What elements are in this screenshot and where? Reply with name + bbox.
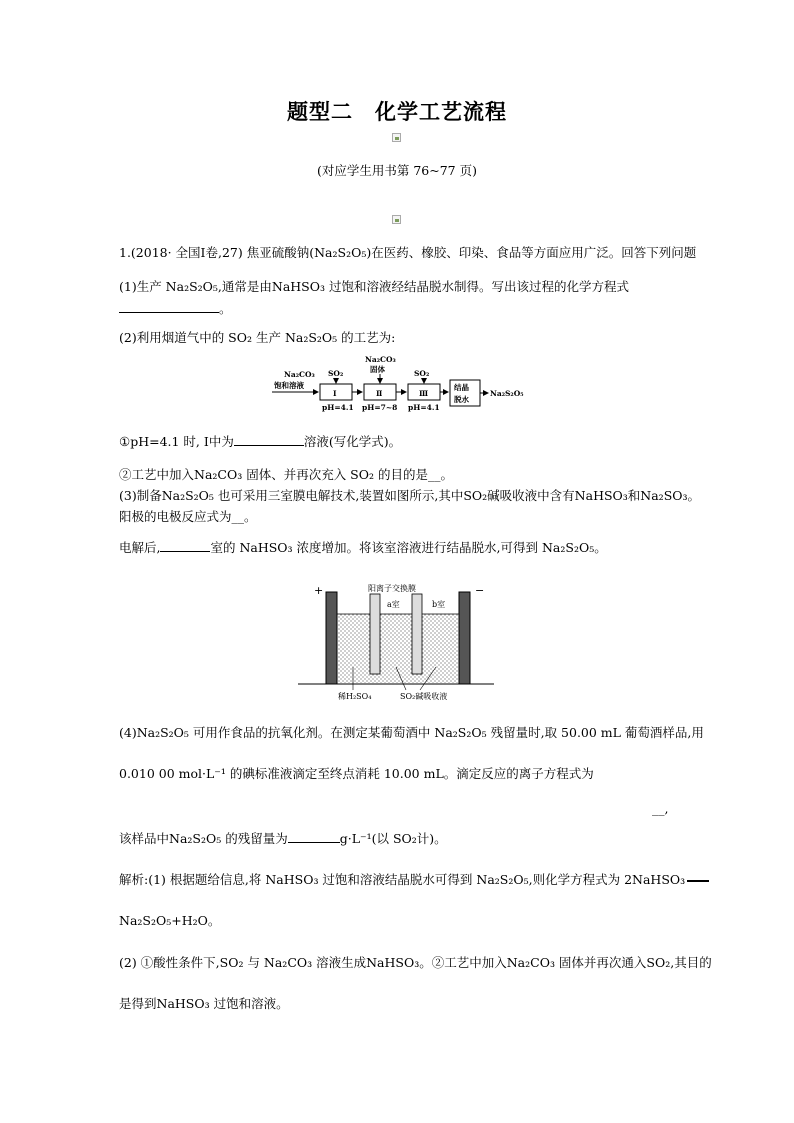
broken-image-icon xyxy=(392,133,401,142)
cathode-electrode xyxy=(459,592,470,684)
flow-ph-1: pH=4.1 xyxy=(322,403,354,412)
answer-line-1 xyxy=(119,299,232,317)
membrane-right xyxy=(412,594,422,674)
flow-start-top: Na₂CO₃ xyxy=(284,370,315,379)
question-3-b: 阳极的电极反应式为__。 xyxy=(119,509,257,524)
page-subtitle: (对应学生用书第 76~77 页) xyxy=(317,163,477,178)
flow-box-2-label: Ⅱ xyxy=(376,389,383,398)
question-4-b: 0.010 00 mol·L⁻¹ 的碘标准液滴定至终点消耗 10.00 mL。滴定反应的离子方程式为 xyxy=(119,766,594,781)
right-solution-label: SO₂碱吸收液 xyxy=(400,692,448,701)
answer-blank[interactable] xyxy=(119,300,219,313)
question-3-c: 电解后, 室的 NaHSO₃ 浓度增加。将该室溶液进行结晶脱水,可得到 Na₂S₂O₅。 xyxy=(119,540,607,555)
answer-blank[interactable] xyxy=(160,539,210,552)
flow-mid-top-1: Na₂CO₃ xyxy=(365,355,396,364)
room-a-label: a室 xyxy=(387,600,400,609)
question-2-2: ②工艺中加入Na₂CO₃ 固体、并再次充入 SO₂ 的目的是__。 xyxy=(119,467,453,482)
flow-final-1: 结晶 xyxy=(454,383,469,392)
membrane-left xyxy=(370,594,380,674)
flow-so2-3: SO₂ xyxy=(414,369,430,378)
solution-1-a: 解析:(1) 根据题给信息,将 NaHSO₃ 过饱和溶液结晶脱水可得到 Na₂S₂O₅,则化学方程式为 2NaHSO₃ xyxy=(119,870,709,888)
electrolysis-cell-diagram xyxy=(296,582,496,704)
solution-1-b: Na₂S₂O₅+H₂O。 xyxy=(119,913,221,928)
period: 。 xyxy=(219,301,232,316)
anode-plus-sign: + xyxy=(314,584,324,597)
question-intro: 1.(2018· 全国Ⅰ卷,27) 焦亚硫酸钠(Na₂S₂O₅)在医药、橡胶、印染、食品等方面应用广泛。回答下列问题 xyxy=(119,245,697,260)
solution-2-b: 是得到NaHSO₃ 过饱和溶液。 xyxy=(119,996,289,1011)
solution-2-a: (2) ①酸性条件下,SO₂ 与 Na₂CO₃ 溶液生成NaHSO₃。②工艺中加入Na₂CO₃ 固体并再次通入SO₂,其目的 xyxy=(119,955,712,970)
page-title: 题型二 化学工艺流程 xyxy=(287,100,507,124)
flow-box-3-label: Ⅲ xyxy=(419,389,429,398)
question-part-2: (2)利用烟道气中的 SO₂ 生产 Na₂S₂O₅ 的工艺为: xyxy=(119,330,396,345)
anode-electrode xyxy=(326,592,337,684)
flow-product: Na₂S₂O₅ xyxy=(490,389,524,398)
flow-start-bottom: 饱和溶液 xyxy=(274,381,304,390)
question-4-a: (4)Na₂S₂O₅ 可用作食品的抗氧化剂。在测定某葡萄酒中 Na₂S₂O₅ 残留量时,取 50.00 mL 葡萄酒样品,用 xyxy=(119,725,704,740)
left-solution-label: 稀H₂SO₄ xyxy=(338,692,372,701)
membrane-label: 阳离子交换膜 xyxy=(368,584,416,593)
flow-mid-top-2: 固体 xyxy=(370,365,385,374)
broken-image-icon xyxy=(392,215,401,224)
question-part-1: (1)生产 Na₂S₂O₅,通常是由NaHSO₃ 过饱和溶液经结晶脱水制得。写出该过程的化学方程式 xyxy=(119,279,629,294)
cell-solution xyxy=(337,614,459,683)
answer-blank[interactable] xyxy=(288,830,340,843)
flow-ph-2: pH=7~8 xyxy=(362,403,398,412)
question-2-1: ①pH=4.1 时, Ⅰ中为 溶液(写化学式)。 xyxy=(119,434,402,449)
question-3-a: (3)制备Na₂S₂O₅ 也可采用三室膜电解技术,装置如图所示,其中SO₂碱吸收液中含有NaHSO₃和Na₂SO₃。 xyxy=(119,488,701,503)
flow-so2-1: SO₂ xyxy=(328,369,344,378)
cathode-minus-sign: − xyxy=(475,584,485,597)
answer-blank[interactable] xyxy=(234,433,304,446)
equation-equals-line xyxy=(687,880,709,882)
flow-box-1-label: Ⅰ xyxy=(333,389,337,398)
flow-final-2: 脱水 xyxy=(454,395,469,404)
room-b-label: b室 xyxy=(432,600,446,609)
flow-ph-3: pH=4.1 xyxy=(408,403,440,412)
process-flow-diagram xyxy=(270,352,530,416)
question-4-d: 该样品中Na₂S₂O₅ 的残留量为 g·L⁻¹(以 SO₂计)。 xyxy=(119,831,447,846)
question-4-c: __, xyxy=(652,801,669,816)
